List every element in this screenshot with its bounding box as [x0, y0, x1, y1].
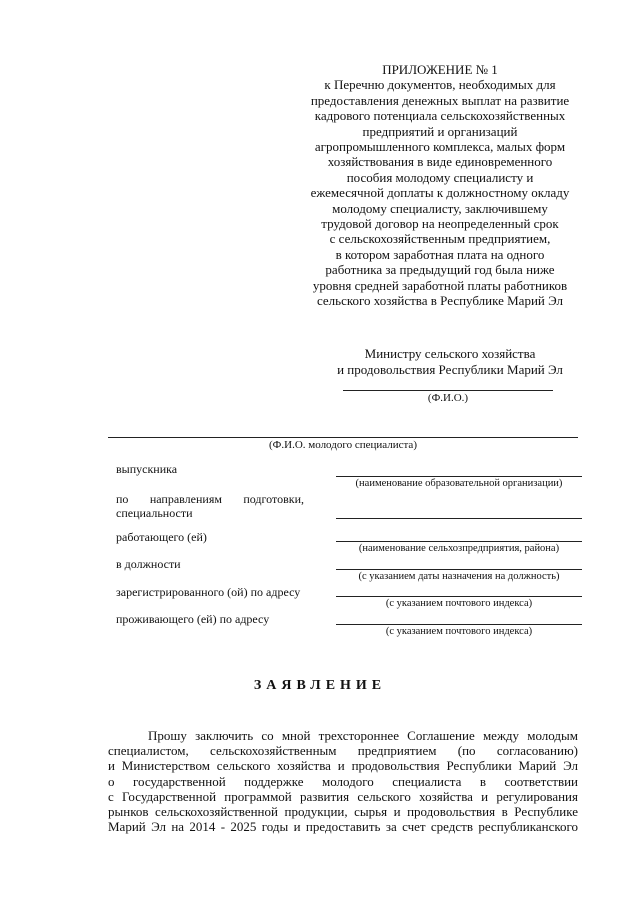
position-field[interactable]	[336, 569, 582, 570]
minister-fio-field[interactable]	[343, 390, 553, 391]
addressee-block	[300, 346, 600, 377]
appendix-line: в котором заработная плата на одного	[335, 246, 545, 262]
position-hint: (с указанием даты назначения на должность)	[358, 571, 560, 582]
specialty-label: специальности	[116, 506, 193, 520]
appendix-line: кадрового потенциала сельскохозяйственных	[314, 108, 566, 124]
living-label: проживающего (ей) по адресу	[116, 612, 270, 626]
registered-hint: (с указанием почтового индекса)	[385, 598, 533, 609]
statement-body	[108, 728, 578, 834]
working-hint: (наименование сельхозпредприятия, района)	[358, 543, 560, 554]
appendix-line: пособия молодому специалисту и	[346, 169, 534, 185]
registered-label: зарегистрированного (ой) по адресу	[116, 585, 301, 599]
body-line: Марий Эл на 2014 - 2025 годы и предоставить за счет средств республиканского	[108, 819, 578, 835]
body-line: специалистом, сельскохозяйственным предприятием (по согласованию)	[108, 743, 578, 759]
registered-field[interactable]	[336, 596, 582, 597]
addressee-line: Министру сельского хозяйства	[364, 346, 536, 361]
body-line: и Министерством сельского хозяйства и продовольствия Республики Марий Эл	[108, 758, 578, 774]
working-label: работающего (ей)	[116, 530, 207, 544]
position-label: в должности	[116, 557, 181, 571]
body-line: о государственной поддержке молодого специалиста в соответствии	[108, 773, 578, 789]
specialty-field[interactable]	[336, 518, 582, 519]
appendix-header	[290, 62, 590, 309]
living-field[interactable]	[336, 624, 582, 625]
living-hint: (с указанием почтового индекса)	[385, 626, 533, 637]
body-line: с Государственной программой развития сельского хозяйства и регулирования	[108, 788, 578, 804]
graduate-hint: (наименование образовательной организации)	[355, 478, 563, 489]
appendix-line: к Перечню документов, необходимых для	[324, 77, 556, 93]
appendix-line: сельского хозяйства в Республике Марий Эл	[316, 293, 564, 309]
appendix-line: хозяйствования в виде единовременного	[327, 154, 553, 170]
appendix-line: трудовой договор на неопределенный срок	[321, 216, 559, 232]
appendix-line: уровня средней заработной платы работников	[312, 277, 568, 293]
graduate-field[interactable]	[336, 476, 582, 477]
direction-label: по направлениям подготовки,	[116, 492, 304, 506]
specialist-fio-field[interactable]	[108, 437, 578, 438]
appendix-title: ПРИЛОЖЕНИЕ № 1	[382, 62, 498, 77]
appendix-line: молодому специалисту, заключившему	[332, 200, 548, 216]
appendix-line: агропромышленного комплекса, малых форм	[314, 139, 566, 155]
appendix-line: работника за предыдущий год была ниже	[325, 262, 555, 278]
appendix-line: предоставления денежных выплат на развитие	[310, 92, 570, 108]
appendix-line: с сельскохозяйственным предприятием,	[329, 231, 551, 247]
working-field[interactable]	[336, 541, 582, 542]
body-line: Прошу заключить со мной трехстороннее Соглашение между молодым	[148, 728, 578, 743]
specialist-fio-caption: (Ф.И.О. молодого специалиста)	[269, 439, 417, 451]
graduate-label: выпускника	[116, 462, 178, 476]
addressee-line: и продовольствия Республики Марий Эл	[337, 361, 563, 377]
appendix-line: ежемесячной доплаты к должностному окладу	[310, 185, 570, 201]
body-line: рынков сельскохозяйственной продукции, сырья и продовольствия в Республике	[108, 804, 578, 820]
statement-title: ЗАЯВЛЕНИЕ	[253, 678, 387, 693]
minister-fio-caption: (Ф.И.О.)	[427, 392, 469, 404]
appendix-line: предприятий и организаций	[362, 123, 518, 139]
